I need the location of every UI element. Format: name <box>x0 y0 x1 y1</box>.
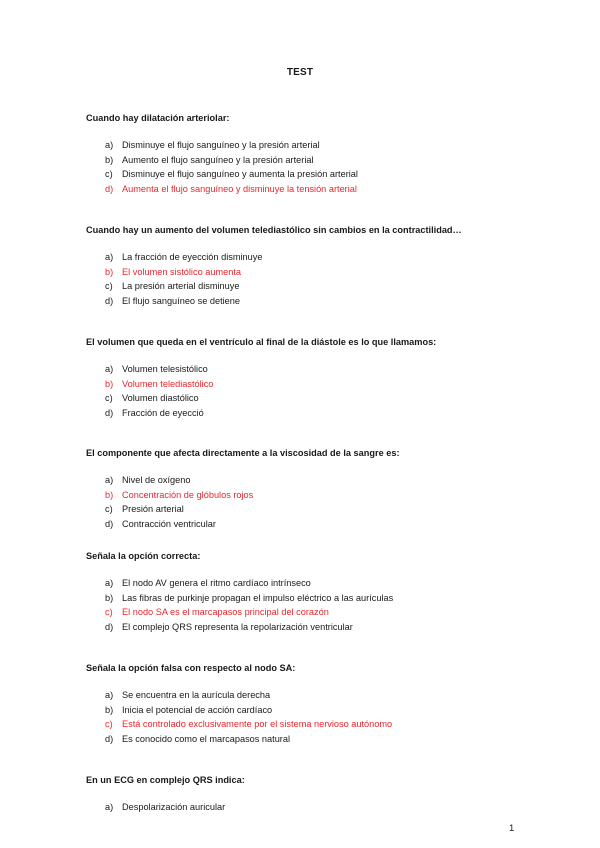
option-text: Disminuye el flujo sanguíneo y la presión arterial <box>122 140 320 150</box>
option-text: La presión arterial disminuye <box>122 281 240 292</box>
option-c <box>86 502 526 517</box>
option-letter: b) <box>105 489 114 500</box>
option-b <box>86 591 526 606</box>
option-letter: c) <box>105 281 113 292</box>
question-5 <box>86 550 526 634</box>
option-c <box>86 279 526 294</box>
option-letter: d) <box>105 621 114 632</box>
option-text: Inicia el potencial de acción cardíaco <box>122 704 273 715</box>
question-7 <box>86 774 526 815</box>
option-c <box>86 167 526 182</box>
option-text: Es conocido como el marcapasos natural <box>122 733 291 744</box>
option-letter: a) <box>105 252 114 262</box>
question-text: El volumen que queda en el ventrículo al final de la diástole es lo que llamamos: <box>86 337 437 347</box>
option-text: El flujo sanguíneo se detiene <box>122 295 240 306</box>
option-a <box>86 688 526 703</box>
option-text: El nodo AV genera el ritmo cardíaco intrínseco <box>122 578 311 588</box>
option-b <box>86 377 526 392</box>
option-letter: a) <box>105 140 114 150</box>
page-title: TEST <box>286 67 314 78</box>
option-letter: b) <box>105 378 114 389</box>
option-text: Aumenta el flujo sanguíneo y disminuye la tensión arterial <box>122 183 357 194</box>
question-6 <box>86 662 526 746</box>
option-text: Volumen diastólico <box>122 393 199 404</box>
question-text: Cuando hay un aumento del volumen telediastólico sin cambios en la contractilidad… <box>86 225 462 235</box>
option-letter: a) <box>105 578 114 588</box>
option-text: Contracción ventricular <box>122 518 216 529</box>
option-d <box>86 294 526 309</box>
option-letter: c) <box>105 393 113 404</box>
option-text: El volumen sistólico aumenta <box>122 266 241 277</box>
option-letter: c) <box>105 719 113 730</box>
option-d <box>86 732 526 747</box>
option-b <box>86 488 526 503</box>
option-text: Fracción de eyecció <box>122 407 204 418</box>
option-text: La fracción de eyección disminuye <box>122 252 263 262</box>
option-letter: d) <box>105 733 114 744</box>
question-text: En un ECG en complejo QRS indica: <box>86 775 245 785</box>
option-text: Disminuye el flujo sanguíneo y aumenta la presión arterial <box>122 169 358 180</box>
option-letter: b) <box>105 592 114 603</box>
option-d <box>86 620 526 635</box>
option-list <box>86 576 526 634</box>
option-a <box>86 362 526 377</box>
option-b <box>86 703 526 718</box>
option-text: Volumen telediastólico <box>122 378 214 389</box>
option-letter: a) <box>105 475 114 485</box>
option-c <box>86 717 526 732</box>
option-letter: a) <box>105 802 114 812</box>
question-1 <box>86 112 526 196</box>
option-text: Se encuentra en la aurícula derecha <box>122 690 271 700</box>
option-text: El complejo QRS representa la repolarización ventricular <box>122 621 353 632</box>
option-list <box>86 473 526 531</box>
option-letter: b) <box>105 154 114 165</box>
option-text: Está controlado exclusivamente por el sistema nervioso autónomo <box>122 719 393 730</box>
option-list <box>86 138 526 196</box>
option-letter: c) <box>105 607 113 618</box>
question-2 <box>86 224 526 308</box>
option-letter: d) <box>105 407 114 418</box>
option-text: El nodo SA es el marcapasos principal del corazón <box>122 607 329 618</box>
option-letter: b) <box>105 266 114 277</box>
option-list <box>86 688 526 746</box>
option-text: Aumento el flujo sanguíneo y la presión arterial <box>122 154 314 165</box>
option-text: Concentración de glóbulos rojos <box>122 489 254 500</box>
option-text: Presión arterial <box>122 504 184 515</box>
option-text: Volumen telesistólico <box>122 364 208 374</box>
option-letter: a) <box>105 364 114 374</box>
page-number: 1 <box>509 823 515 834</box>
option-a <box>86 473 526 488</box>
option-list <box>86 800 526 815</box>
option-letter: d) <box>105 295 114 306</box>
option-text: Nivel de oxígeno <box>122 475 191 485</box>
option-letter: c) <box>105 504 113 515</box>
option-letter: b) <box>105 704 114 715</box>
option-c <box>86 605 526 620</box>
option-letter: d) <box>105 518 114 529</box>
option-letter: d) <box>105 183 114 194</box>
option-a <box>86 250 526 265</box>
question-text: El componente que afecta directamente a la viscosidad de la sangre es: <box>86 448 400 458</box>
option-d <box>86 517 526 532</box>
option-a <box>86 576 526 591</box>
option-d <box>86 182 526 197</box>
option-a <box>86 138 526 153</box>
question-text: Cuando hay dilatación arteriolar: <box>86 113 230 123</box>
option-b <box>86 265 526 280</box>
question-3 <box>86 336 526 420</box>
option-list <box>86 250 526 308</box>
option-a <box>86 800 526 815</box>
option-letter: a) <box>105 690 114 700</box>
question-text: Señala la opción falsa con respecto al nodo SA: <box>86 663 296 673</box>
option-b <box>86 153 526 168</box>
question-text: Señala la opción correcta: <box>86 551 201 561</box>
option-c <box>86 391 526 406</box>
option-d <box>86 406 526 421</box>
option-text: Las fibras de purkinje propagan el impulso eléctrico a las aurículas <box>122 592 394 603</box>
question-4 <box>86 447 526 531</box>
option-text: Despolarización auricular <box>122 802 226 812</box>
option-list <box>86 362 526 420</box>
option-letter: c) <box>105 169 113 180</box>
